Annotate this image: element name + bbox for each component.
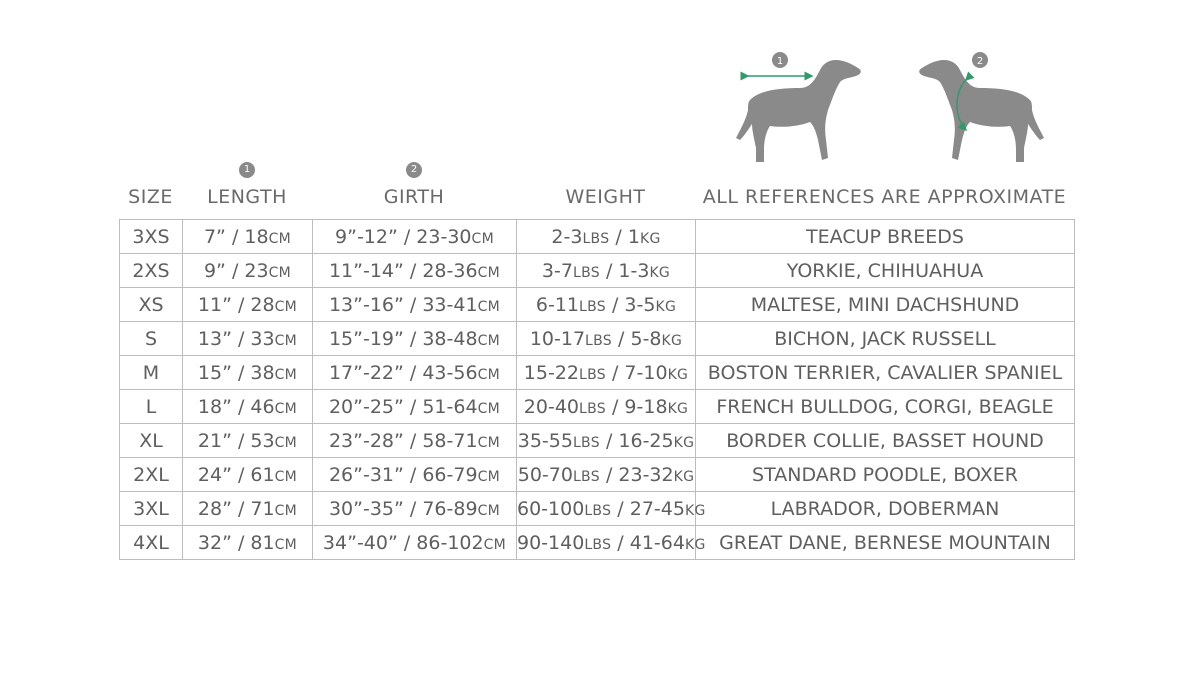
size-cell: 3XS <box>120 220 183 254</box>
girth-unit: CM <box>477 298 501 315</box>
weight-kg-unit: KG <box>667 366 689 383</box>
girth-value: 15”-19” / 38-48 <box>328 327 478 350</box>
length-unit: CM <box>274 434 298 451</box>
breeds-cell: TEACUP BREEDS <box>696 220 1075 254</box>
weight-lbs-unit: LBS <box>572 434 600 451</box>
girth-cell <box>313 322 517 356</box>
girth-cell <box>313 254 517 288</box>
girth-value: 9”-12” / 23-30 <box>335 225 472 248</box>
weight-kg-value: / 27-45 <box>611 497 685 520</box>
weight-kg-unit: KG <box>667 400 689 417</box>
weight-lbs-value: 35-55 <box>517 429 573 452</box>
length-value: 7” / 18 <box>203 225 269 248</box>
girth-value: 11”-14” / 28-36 <box>328 259 478 282</box>
size-cell: S <box>120 322 183 356</box>
girth-unit: CM <box>477 502 501 519</box>
marker-2-label: 2 <box>976 56 984 67</box>
length-value: 18” / 46 <box>197 395 275 418</box>
length-unit: CM <box>274 536 298 553</box>
length-value: 9” / 23 <box>203 259 269 282</box>
weight-lbs-value: 60-100 <box>517 497 585 520</box>
weight-cell <box>517 322 696 356</box>
length-value: 13” / 33 <box>197 327 275 350</box>
weight-lbs-value: 6-11 <box>535 293 579 316</box>
girth-unit: CM <box>471 230 494 247</box>
weight-cell <box>517 492 706 526</box>
length-unit: CM <box>274 502 298 519</box>
length-value: 24” / 61 <box>197 463 275 486</box>
girth-value: 20”-25” / 51-64 <box>328 395 478 418</box>
weight-kg-unit: KG <box>649 264 671 281</box>
length-cell <box>183 424 313 458</box>
weight-kg-value: / 23-32 <box>599 463 674 486</box>
girth-value: 34”-40” / 86-102 <box>322 531 484 554</box>
girth-unit: CM <box>477 468 501 485</box>
weight-kg-unit: KG <box>673 468 695 485</box>
length-value: 21” / 53 <box>197 429 275 452</box>
girth-value: 30”-35” / 76-89 <box>328 497 478 520</box>
table-row <box>120 220 1075 254</box>
girth-cell <box>313 356 517 390</box>
size-chart-table <box>119 219 1075 560</box>
length-unit: CM <box>268 230 292 247</box>
breeds-cell: FRENCH BULLDOG, CORGI, BEAGLE <box>696 390 1075 424</box>
length-value: 11” / 28 <box>197 293 275 316</box>
weight-header: WEIGHT <box>565 186 646 208</box>
girth-unit: CM <box>477 400 501 417</box>
weight-lbs-unit: LBS <box>572 264 600 281</box>
girth-value: 17”-22” / 43-56 <box>328 361 478 384</box>
size-cell: M <box>120 356 183 390</box>
length-cell <box>183 390 313 424</box>
size-cell: 2XS <box>120 254 183 288</box>
table-row <box>120 356 1075 390</box>
length-cell <box>183 458 313 492</box>
size-cell: XS <box>120 288 183 322</box>
weight-cell <box>517 356 696 390</box>
length-unit: CM <box>268 264 292 281</box>
weight-lbs-unit: LBS <box>584 536 612 553</box>
weight-cell <box>517 424 696 458</box>
girth-unit: CM <box>477 332 501 349</box>
table-row <box>120 254 1075 288</box>
girth-cell <box>313 458 517 492</box>
weight-lbs-value: 2-3 <box>551 225 583 248</box>
weight-lbs-unit: LBS <box>585 332 612 349</box>
weight-cell <box>517 254 696 288</box>
weight-lbs-value: 20-40 <box>523 395 579 418</box>
breeds-cell: YORKIE, CHIHUAHUA <box>696 254 1075 288</box>
breeds-header: ALL REFERENCES ARE APPROXIMATE <box>702 186 1067 208</box>
weight-cell <box>517 526 706 560</box>
girth-cell <box>313 390 517 424</box>
weight-kg-unit: KG <box>661 332 683 349</box>
marker-1-label: 1 <box>776 56 784 67</box>
girth-unit: CM <box>483 536 507 553</box>
weight-lbs-unit: LBS <box>579 298 606 315</box>
weight-cell <box>517 288 696 322</box>
weight-kg-unit: KG <box>684 502 706 519</box>
length-unit: CM <box>274 332 298 349</box>
breeds-cell: LABRADOR, DOBERMAN <box>696 492 1075 526</box>
weight-lbs-unit: LBS <box>579 400 606 417</box>
weight-lbs-unit: LBS <box>579 366 606 383</box>
table-row <box>120 526 1075 560</box>
girth-value: 26”-31” / 66-79 <box>328 463 478 486</box>
length-header: LENGTH <box>207 186 287 208</box>
length-unit: CM <box>274 400 298 417</box>
dog-figures <box>720 40 1060 180</box>
girth-header: GIRTH <box>383 186 445 208</box>
length-cell <box>183 322 313 356</box>
weight-kg-value: / 41-64 <box>611 531 685 554</box>
weight-kg-value: / 9-18 <box>605 395 668 418</box>
weight-kg-unit: KG <box>655 298 677 315</box>
weight-lbs-value: 15-22 <box>523 361 579 384</box>
length-value: 15” / 38 <box>197 361 275 384</box>
length-value: 32” / 81 <box>197 531 275 554</box>
length-unit: CM <box>274 298 298 315</box>
weight-lbs-value: 10-17 <box>529 327 586 350</box>
weight-lbs-value: 3-7 <box>541 259 573 282</box>
length-marker-badge: 1 <box>239 162 255 178</box>
girth-value: 23”-28” / 58-71 <box>328 429 478 452</box>
breeds-cell: BORDER COLLIE, BASSET HOUND <box>696 424 1075 458</box>
table-row <box>120 424 1075 458</box>
length-cell <box>183 526 313 560</box>
girth-unit: CM <box>477 366 501 383</box>
breeds-cell: MALTESE, MINI DACHSHUND <box>696 288 1075 322</box>
weight-lbs-value: 50-70 <box>517 463 573 486</box>
length-cell <box>183 254 313 288</box>
weight-lbs-unit: LBS <box>584 502 612 519</box>
weight-cell <box>517 220 696 254</box>
size-cell: XL <box>120 424 183 458</box>
weight-lbs-unit: LBS <box>582 230 610 247</box>
length-value: 28” / 71 <box>197 497 275 520</box>
weight-kg-value: / 5-8 <box>612 327 662 350</box>
table-row <box>120 492 1075 526</box>
girth-unit: CM <box>477 264 501 281</box>
table-row <box>120 458 1075 492</box>
girth-cell <box>313 288 517 322</box>
size-cell: 2XL <box>120 458 183 492</box>
weight-lbs-unit: LBS <box>572 468 600 485</box>
length-unit: CM <box>274 468 298 485</box>
length-cell <box>183 220 313 254</box>
measurement-illustrations <box>720 40 1060 180</box>
weight-lbs-value: 90-140 <box>517 531 585 554</box>
size-header: SIZE <box>128 186 173 208</box>
girth-cell <box>313 220 517 254</box>
weight-kg-value: / 1-3 <box>599 259 650 282</box>
table-row <box>120 390 1075 424</box>
weight-cell <box>517 458 696 492</box>
length-cell <box>183 492 313 526</box>
breeds-cell: STANDARD POODLE, BOXER <box>696 458 1075 492</box>
table-row <box>120 288 1075 322</box>
size-chart-body <box>120 220 1075 560</box>
weight-kg-unit: KG <box>673 434 695 451</box>
weight-kg-value: / 16-25 <box>599 429 674 452</box>
girth-cell <box>313 492 517 526</box>
length-unit: CM <box>274 366 298 383</box>
breeds-cell: GREAT DANE, BERNESE MOUNTAIN <box>696 526 1075 560</box>
breeds-cell: BICHON, JACK RUSSELL <box>696 322 1075 356</box>
size-cell: L <box>120 390 183 424</box>
size-cell: 4XL <box>120 526 183 560</box>
breeds-cell: BOSTON TERRIER, CAVALIER SPANIEL <box>696 356 1075 390</box>
girth-cell <box>313 424 517 458</box>
table-row <box>120 322 1075 356</box>
weight-kg-value: / 3-5 <box>605 293 656 316</box>
weight-kg-value: / 1 <box>609 225 640 248</box>
length-cell <box>183 288 313 322</box>
weight-cell <box>517 390 696 424</box>
dog-silhouette-girth-icon <box>919 60 1044 162</box>
girth-cell <box>313 526 517 560</box>
size-cell: 3XL <box>120 492 183 526</box>
weight-kg-value: / 7-10 <box>605 361 668 384</box>
girth-value: 13”-16” / 33-41 <box>328 293 478 316</box>
girth-marker-badge: 2 <box>406 162 422 178</box>
length-cell <box>183 356 313 390</box>
girth-unit: CM <box>477 434 501 451</box>
weight-kg-unit: KG <box>639 230 661 247</box>
weight-kg-unit: KG <box>684 536 706 553</box>
